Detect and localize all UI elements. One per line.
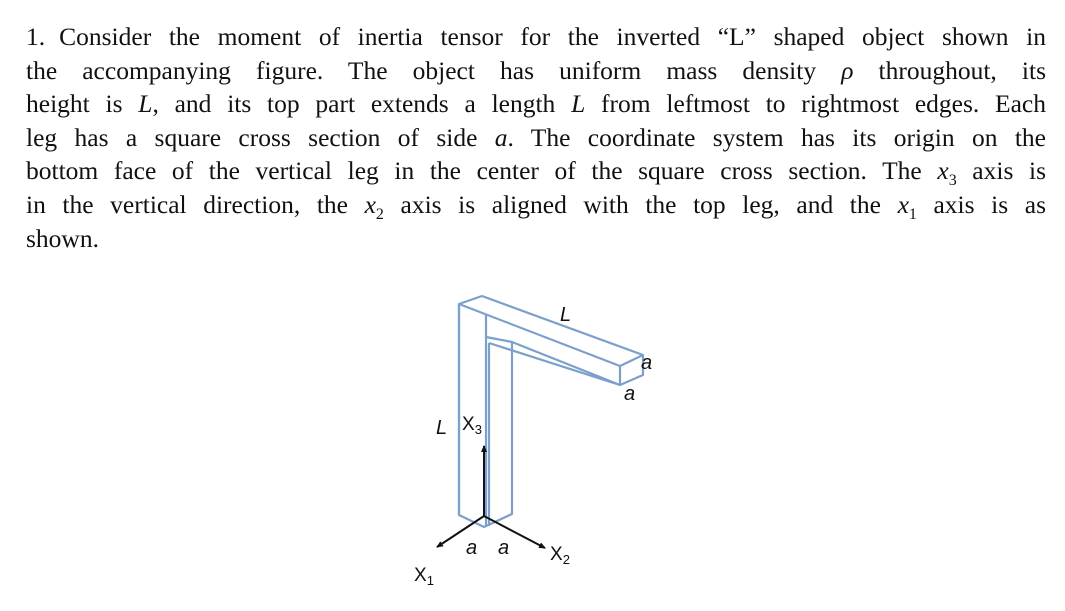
symbol-x2: x: [364, 189, 376, 219]
problem-line-4: leg has a square cross section of side a. The coordinate system has its origin on the: [26, 122, 1046, 152]
label-top-length: L: [560, 304, 572, 326]
label-end-a-bottom: a: [624, 383, 636, 405]
label-axis-x2: $X_2$: [550, 544, 570, 567]
symbol-x1: x: [897, 189, 909, 219]
figure-labels: [414, 304, 652, 588]
problem-line-1: 1. Consider the moment of inertia tensor for the inverted “L” shaped object shown in: [26, 22, 1046, 51]
symbol-L: L: [138, 89, 153, 119]
problem-line-7: shown.: [26, 223, 99, 253]
label-base-a-right: a: [498, 537, 510, 559]
top-leg-top-face-edge: [459, 304, 620, 366]
coordinate-axes: [437, 446, 545, 548]
symbol-rho: ρ: [841, 55, 854, 85]
problem-line-2: the accompanying figure. The object has uniform mass density ρ throughout, its: [26, 55, 1046, 85]
label-height: L: [436, 417, 448, 439]
problem-number: 1.: [26, 22, 46, 51]
top-leg-front-lower-edge: [489, 343, 620, 385]
l-shape-edges: [459, 296, 643, 527]
symbol-L: L: [571, 89, 586, 119]
symbol-x3: x: [937, 156, 949, 186]
problem-line-6: in the vertical direction, the $x_2$ axis is aligned with the top leg, and the $x_1$ axis is as: [26, 189, 1046, 223]
label-base-a-left: a: [466, 537, 478, 559]
label-axis-x1: $X_1$: [414, 565, 434, 588]
problem-line-3: height is L, and its top part extends a length L from leftmost to rightmost edges. Each: [26, 89, 1046, 119]
end-face-top-edge: [620, 355, 643, 366]
symbol-a: a: [494, 122, 508, 152]
axis-x2-arrow: [484, 516, 545, 548]
label-end-a-right: a: [641, 352, 653, 374]
vertical-leg-inner-corner: [486, 337, 512, 342]
problem-line-5: bottom face of the vertical leg in the center of the square cross section. The $x_3$ axis is: [26, 156, 1047, 190]
label-axis-x3: $X_3$: [462, 414, 482, 437]
